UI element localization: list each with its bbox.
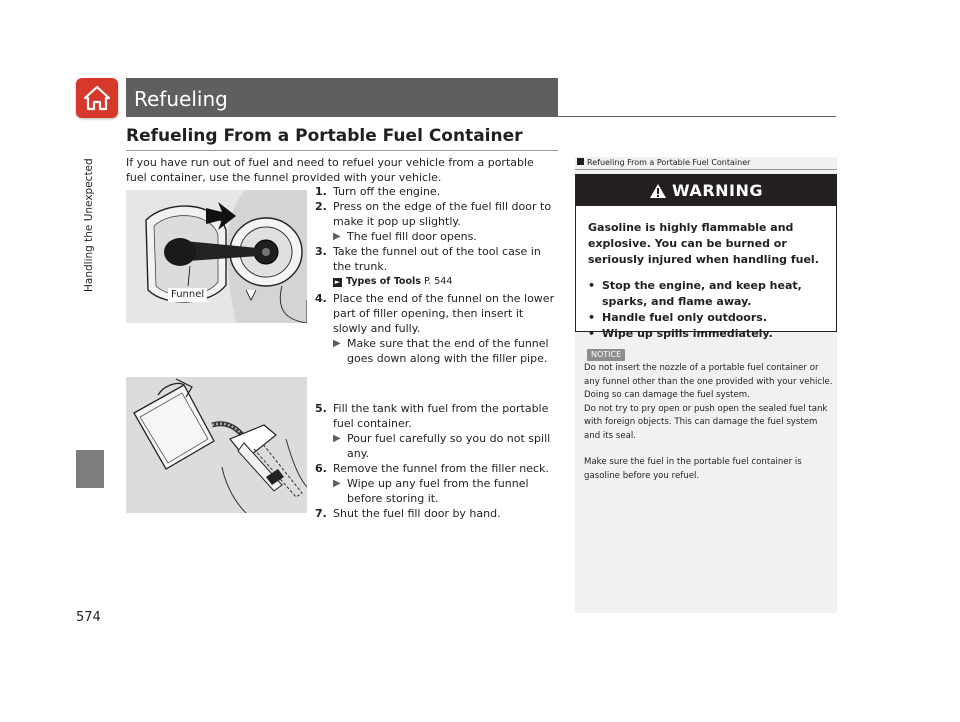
step-number: 4. [315,292,327,305]
fuel-door-figure [126,190,307,323]
sub-step-arrow-icon: ▶ [333,478,341,489]
step-number: 2. [315,200,327,213]
sub-step-arrow-icon: ▶ [333,338,341,349]
step-2-result [315,229,560,244]
step-6 [315,461,560,476]
sub-step-text: Wipe up any fuel from the funnel before storing it. [347,477,529,505]
warning-label: WARNING [672,181,763,200]
home-button[interactable] [76,78,118,118]
step-text: Press on the edge of the fuel fill door to make it pop up slightly. [333,200,552,228]
step-text: Shut the fuel fill door by hand. [333,507,501,520]
warning-bullet [588,326,826,342]
funnel-label: Funnel [168,288,207,302]
step-1 [315,184,560,199]
step-5 [315,401,560,431]
side-tab-marker[interactable] [76,450,104,488]
step-text: Fill the tank with fuel from the portable fuel container. [333,402,549,430]
section-title-bar [126,78,558,116]
sub-step-arrow-icon: ▶ [333,433,341,444]
step-3 [315,244,560,274]
notice-badge: NOTICE [587,349,625,361]
warning-bullet [588,278,826,310]
sidebar-header-text: Refueling From a Portable Fuel Container [587,158,751,167]
step-number: 1. [315,185,327,198]
reference-arrow-icon: ► [334,278,341,286]
sub-step-text: Make sure that the end of the funnel goes down along with the filler pipe. [347,337,549,365]
warning-triangle-icon [649,183,667,199]
step-4-result [315,336,560,366]
fuel-container-figure [126,377,307,513]
step-text: Take the funnel out of the tool case in the trunk. [333,245,541,273]
page-number: 574 [76,610,101,625]
intro-paragraph: If you have run out of fuel and need to refuel your vehicle from a portable fuel container, use the funnel provided with your vehicle. [126,156,534,184]
warning-bullet [588,310,826,326]
step-number: 5. [315,402,327,415]
step-number: 7. [315,507,327,520]
step-text: Place the end of the funnel on the lower part of filler opening, then insert it slowly and fully. [333,292,555,335]
sub-step-arrow-icon: ▶ [333,231,341,242]
side-tab-label: Handling the Unexpected [83,158,95,292]
ref-page: P. 544 [423,276,453,287]
warning-body [576,206,836,342]
step-text: Turn off the engine. [333,185,441,198]
fuel-door-illustration [126,190,307,323]
notice-paragraph: Do not try to pry open or push open the sealed fuel tank with foreign objects. This can damage the fuel system and its seal. [584,403,828,441]
warning-box [575,174,837,340]
step-6-result [315,476,560,506]
heading-divider [126,150,558,151]
sidebar-header [575,157,837,170]
sub-step-text: The fuel fill door opens. [347,230,477,243]
step-2 [315,199,560,229]
sub-step-text: Pour fuel carefully so you do not spill any. [347,432,551,460]
step-number: 6. [315,462,327,475]
warning-header [576,175,836,206]
section-title: Refueling [134,87,228,111]
figure-spacer [315,366,560,401]
title-divider [126,116,836,117]
bullet-icon: • [588,279,596,292]
warning-bullet-text: Stop the engine, and keep heat, sparks, and flame away. [602,279,802,308]
step-number: 3. [315,245,327,258]
notice-text [584,362,834,483]
paragraph-spacer [584,443,834,456]
bullet-icon: • [588,311,596,324]
warning-bullet-text: Wipe up spills immediately. [602,327,773,340]
ref-title: Types of Tools [346,276,421,287]
notice-paragraph: Make sure the fuel in the portable fuel container is gasoline before you refuel. [584,457,802,481]
step-7 [315,506,560,521]
step-5-result [315,431,560,461]
warning-bullet-text: Handle fuel only outdoors. [602,311,768,324]
notice-paragraph: Do not insert the nozzle of a portable fuel container or any funnel other than the one provided with your vehicle. Doing so can damage the fuel system. [584,363,833,400]
step-text: Remove the funnel from the filler neck. [333,462,549,475]
fuel-container-illustration [126,377,307,513]
note-marker-icon [577,158,584,165]
step-4 [315,291,560,336]
warning-lead: Gasoline is highly flammable and explosive. You can be burned or seriously injured when handling fuel. [588,221,819,266]
bullet-icon: • [588,327,596,340]
page-heading: Refueling From a Portable Fuel Container [126,126,523,146]
types-of-tools-link[interactable] [315,275,560,289]
notes-sidebar [575,157,837,613]
procedure-steps [315,184,560,521]
home-icon [82,84,112,112]
